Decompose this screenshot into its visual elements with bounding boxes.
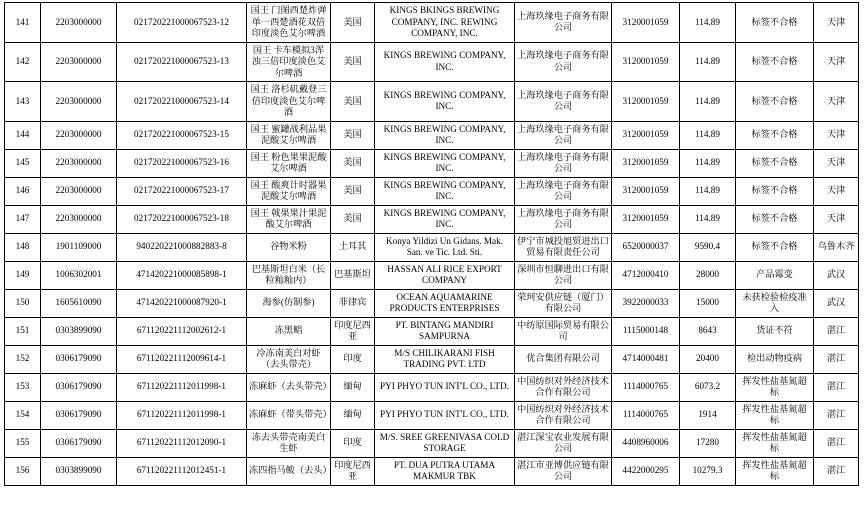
cell-declaration-no: 021720221000067523-18 <box>117 205 247 233</box>
cell-manufacturer: KINGS BREWING COMPANY, INC. <box>375 205 515 233</box>
table-row <box>5 261 859 289</box>
cell-origin-country: 美国 <box>331 177 375 205</box>
cell-reason: 挥发性盐基氮超标 <box>736 429 814 457</box>
cell-consignee: 湛江深宝农业发展有限公司 <box>515 429 612 457</box>
document-page <box>0 2 864 508</box>
table-row <box>5 429 859 457</box>
cell-consignee: 上海玖缘电子商务有限公司 <box>515 42 612 82</box>
cell-quantity: 1914 <box>680 401 736 429</box>
table-row <box>5 233 859 261</box>
cell-consignee: 中纺原国际贸易有限公司 <box>515 317 612 345</box>
cell-product-name: 冻黑鲳 <box>247 317 331 345</box>
cell-reason: 标签不合格 <box>736 233 814 261</box>
table-row <box>5 121 859 149</box>
cell-manufacturer: M/S CHILIKARANI FISH TRADING PVT. LTD <box>375 345 515 373</box>
cell-enterprise-no: 4712000410 <box>612 261 680 289</box>
cell-product-name: 冷冻南美白对虾（去头带壳） <box>247 345 331 373</box>
cell-port: 天津 <box>814 149 859 177</box>
cell-product-name: 巴基斯坦白米（长粒籼籼内） <box>247 261 331 289</box>
cell-serial-number: 154 <box>5 401 41 429</box>
cell-reason: 检出动物疫病 <box>736 345 814 373</box>
cell-enterprise-no: 3120001059 <box>612 205 680 233</box>
cell-hs-code: 2203000000 <box>41 42 117 82</box>
cell-enterprise-no: 4408960006 <box>612 429 680 457</box>
cell-manufacturer: KINGS BREWING COMPANY, INC. <box>375 42 515 82</box>
cell-origin-country: 土耳其 <box>331 233 375 261</box>
cell-enterprise-no: 1115000148 <box>612 317 680 345</box>
cell-manufacturer: PYI PHYO TUN INT'L CO., LTD. <box>375 401 515 429</box>
cell-consignee: 中国纺织对外经济技术合作有限公司 <box>515 401 612 429</box>
cell-reason: 标签不合格 <box>736 82 814 122</box>
cell-serial-number: 155 <box>5 429 41 457</box>
cell-serial-number: 146 <box>5 177 41 205</box>
cell-product-name: 国王 卡车模拟3浑浊三倍印度淡色艾尔啤酒 <box>247 42 331 82</box>
cell-consignee: 上海玖缘电子商务有限公司 <box>515 3 612 43</box>
cell-quantity: 10279.3 <box>680 457 736 485</box>
cell-manufacturer: KINGS BREWING COMPANY, INC. <box>375 149 515 177</box>
cell-declaration-no: 021720221000067523-12 <box>117 3 247 43</box>
cell-reason: 标签不合格 <box>736 3 814 43</box>
cell-port: 湛江 <box>814 345 859 373</box>
cell-enterprise-no: 3922000033 <box>612 289 680 317</box>
cell-hs-code: 2203000000 <box>41 3 117 43</box>
cell-declaration-no: 671120221112011998-1 <box>117 401 247 429</box>
cell-serial-number: 147 <box>5 205 41 233</box>
cell-quantity: 8643 <box>680 317 736 345</box>
cell-product-name: 冻四指马鲅（去头） <box>247 457 331 485</box>
cell-hs-code: 2203000000 <box>41 205 117 233</box>
cell-manufacturer: KINGS BREWING COMPANY, INC. <box>375 121 515 149</box>
cell-product-name: 国王 酸爽计时器果泥酸艾尔啤酒 <box>247 177 331 205</box>
cell-port: 湛江 <box>814 317 859 345</box>
cell-manufacturer: KINGS BREWING COMPANY, INC. <box>375 82 515 122</box>
cell-quantity: 6073.2 <box>680 373 736 401</box>
cell-quantity: 9590.4 <box>680 233 736 261</box>
cell-declaration-no: 671120221112011998-1 <box>117 373 247 401</box>
table-row <box>5 149 859 177</box>
cell-manufacturer: PYI PHYO TUN INT'L CO., LTD. <box>375 373 515 401</box>
cell-port: 武汉 <box>814 289 859 317</box>
table-row <box>5 401 859 429</box>
cell-origin-country: 印度尼西亚 <box>331 457 375 485</box>
cell-enterprise-no: 3120001059 <box>612 42 680 82</box>
cell-consignee: 优合集团有限公司 <box>515 345 612 373</box>
cell-product-name: 冻麻虾（去头带壳） <box>247 373 331 401</box>
cell-port: 天津 <box>814 42 859 82</box>
cell-reason: 未获检验检疫准入 <box>736 289 814 317</box>
cell-consignee: 伊宁市城投旭贸进出口贸易有限责任公司 <box>515 233 612 261</box>
cell-origin-country: 美国 <box>331 205 375 233</box>
cell-port: 湛江 <box>814 401 859 429</box>
cell-manufacturer: OCEAN AQUAMARINE PRODUCTS ENTERPRISES <box>375 289 515 317</box>
cell-hs-code: 0306179090 <box>41 373 117 401</box>
cell-enterprise-no: 3120001059 <box>612 149 680 177</box>
cell-serial-number: 151 <box>5 317 41 345</box>
cell-quantity: 114.89 <box>680 3 736 43</box>
cell-consignee: 中国纺织对外经济技术合作有限公司 <box>515 373 612 401</box>
cell-quantity: 15000 <box>680 289 736 317</box>
table-row <box>5 289 859 317</box>
cell-port: 乌鲁木齐 <box>814 233 859 261</box>
cell-port: 武汉 <box>814 261 859 289</box>
cell-enterprise-no: 1114000765 <box>612 401 680 429</box>
cell-serial-number: 156 <box>5 457 41 485</box>
cell-declaration-no: 021720221000067523-14 <box>117 82 247 122</box>
table-body <box>5 3 859 486</box>
cell-manufacturer: KINGS BKINGS BREWING COMPANY, INC. REWING COMPANY, INC. <box>375 3 515 43</box>
cell-manufacturer: PT. BINTANG MANDIRI SAMPURNA <box>375 317 515 345</box>
table-row <box>5 373 859 401</box>
cell-declaration-no: 021720221000067523-15 <box>117 121 247 149</box>
cell-origin-country: 缅甸 <box>331 401 375 429</box>
cell-enterprise-no: 6520000037 <box>612 233 680 261</box>
cell-consignee: 上海玖缘电子商务有限公司 <box>515 177 612 205</box>
cell-declaration-no: 671120221112009614-1 <box>117 345 247 373</box>
cell-reason: 货证不符 <box>736 317 814 345</box>
table-row <box>5 177 859 205</box>
cell-quantity: 114.89 <box>680 149 736 177</box>
cell-quantity: 114.89 <box>680 121 736 149</box>
cell-serial-number: 150 <box>5 289 41 317</box>
cell-port: 天津 <box>814 205 859 233</box>
cell-port: 天津 <box>814 177 859 205</box>
cell-origin-country: 印度 <box>331 429 375 457</box>
cell-serial-number: 141 <box>5 3 41 43</box>
cell-serial-number: 152 <box>5 345 41 373</box>
cell-enterprise-no: 4714000481 <box>612 345 680 373</box>
cell-consignee: 上海玖缘电子商务有限公司 <box>515 149 612 177</box>
cell-port: 湛江 <box>814 373 859 401</box>
cell-product-name: 国王 蜜罐战利品果泥酸艾尔啤酒 <box>247 121 331 149</box>
cell-declaration-no: 671120221112002612-1 <box>117 317 247 345</box>
cell-reason: 标签不合格 <box>736 205 814 233</box>
cell-serial-number: 145 <box>5 149 41 177</box>
cell-enterprise-no: 3120001059 <box>612 177 680 205</box>
cell-enterprise-no: 3120001059 <box>612 82 680 122</box>
cell-hs-code: 0303899090 <box>41 457 117 485</box>
cell-product-name: 国王 戟果果汁果泥酸艾尔啤酒 <box>247 205 331 233</box>
cell-hs-code: 0303899090 <box>41 317 117 345</box>
cell-enterprise-no: 1114000765 <box>612 373 680 401</box>
cell-serial-number: 153 <box>5 373 41 401</box>
cell-origin-country: 缅甸 <box>331 373 375 401</box>
cell-quantity: 114.89 <box>680 205 736 233</box>
table-row <box>5 457 859 485</box>
cell-reason: 标签不合格 <box>736 149 814 177</box>
cell-reason: 挥发性盐基氮超标 <box>736 373 814 401</box>
cell-product-name: 冻麻虾（带头带壳） <box>247 401 331 429</box>
cell-hs-code: 0306179090 <box>41 345 117 373</box>
table-row <box>5 42 859 82</box>
cell-reason: 标签不合格 <box>736 42 814 82</box>
cell-enterprise-no: 3120001059 <box>612 121 680 149</box>
cell-port: 湛江 <box>814 457 859 485</box>
cell-declaration-no: 671120221112012090-1 <box>117 429 247 457</box>
cell-reason: 挥发性盐基氮超标 <box>736 457 814 485</box>
cell-port: 湛江 <box>814 429 859 457</box>
cell-quantity: 114.89 <box>680 42 736 82</box>
cell-quantity: 28000 <box>680 261 736 289</box>
cell-reason: 标签不合格 <box>736 121 814 149</box>
cell-manufacturer: PT. DUA PUTRA UTAMA MAKMUR TBK <box>375 457 515 485</box>
table-row <box>5 205 859 233</box>
cell-serial-number: 144 <box>5 121 41 149</box>
cell-consignee: 荣珂安供应链（厦门）有限公司 <box>515 289 612 317</box>
cell-serial-number: 143 <box>5 82 41 122</box>
cell-manufacturer: M/S. SREE GREENIVASA COLD STORAGE <box>375 429 515 457</box>
cell-reason: 产品霉变 <box>736 261 814 289</box>
cell-serial-number: 149 <box>5 261 41 289</box>
cell-product-name: 国王 洛杉矶戴登三倍印度淡色艾尔啤酒 <box>247 82 331 122</box>
cell-product-name: 谷物米粉 <box>247 233 331 261</box>
cell-consignee: 湛江市亚博供应链有限公司 <box>515 457 612 485</box>
cell-hs-code: 1605610090 <box>41 289 117 317</box>
cell-hs-code: 1006302001 <box>41 261 117 289</box>
cell-enterprise-no: 3120001059 <box>612 3 680 43</box>
cell-quantity: 114.89 <box>680 82 736 122</box>
cell-hs-code: 2203000000 <box>41 177 117 205</box>
cell-product-name: 国王 粉色果果泥酸艾尔啤酒 <box>247 149 331 177</box>
cell-origin-country: 美国 <box>331 121 375 149</box>
cell-origin-country: 美国 <box>331 149 375 177</box>
table-row <box>5 345 859 373</box>
cell-port: 天津 <box>814 82 859 122</box>
cell-manufacturer: Konya Yildizi Un Gidans. Mak. San. ve Tic. Ltd. Sti. <box>375 233 515 261</box>
cell-port: 天津 <box>814 121 859 149</box>
table-row <box>5 317 859 345</box>
cell-consignee: 上海玖缘电子商务有限公司 <box>515 82 612 122</box>
cell-product-name: 海参(仿制参) <box>247 289 331 317</box>
table-row <box>5 3 859 43</box>
cell-hs-code: 1901109000 <box>41 233 117 261</box>
cell-reason: 挥发性盐基氮超标 <box>736 401 814 429</box>
cell-origin-country: 印度 <box>331 345 375 373</box>
cell-hs-code: 0306179090 <box>41 429 117 457</box>
cell-manufacturer: KINGS BREWING COMPANY, INC. <box>375 177 515 205</box>
cell-declaration-no: 471420221000085898-1 <box>117 261 247 289</box>
cell-hs-code: 0306179090 <box>41 401 117 429</box>
cell-consignee: 上海玖缘电子商务有限公司 <box>515 121 612 149</box>
cell-declaration-no: 021720221000067523-13 <box>117 42 247 82</box>
cell-declaration-no: 671120221112012451-1 <box>117 457 247 485</box>
cell-declaration-no: 471420221000087920-1 <box>117 289 247 317</box>
cell-enterprise-no: 4422000295 <box>612 457 680 485</box>
cell-quantity: 20400 <box>680 345 736 373</box>
cell-serial-number: 148 <box>5 233 41 261</box>
cell-product-name: 国王 门图西楚炸弹单一西楚酒花双倍印度淡色艾尔啤酒 <box>247 3 331 43</box>
cell-declaration-no: 940220221000882883-8 <box>117 233 247 261</box>
cell-serial-number: 142 <box>5 42 41 82</box>
cell-hs-code: 2203000000 <box>41 82 117 122</box>
inspection-results-table <box>4 2 859 486</box>
cell-origin-country: 美国 <box>331 3 375 43</box>
cell-declaration-no: 021720221000067523-17 <box>117 177 247 205</box>
cell-consignee: 深圳市恒聊进出口有限公司 <box>515 261 612 289</box>
cell-product-name: 冻去头带壳南美白生虾 <box>247 429 331 457</box>
cell-origin-country: 菲律宾 <box>331 289 375 317</box>
cell-hs-code: 2203000000 <box>41 149 117 177</box>
table-row <box>5 82 859 122</box>
cell-port: 天津 <box>814 3 859 43</box>
cell-origin-country: 美国 <box>331 42 375 82</box>
cell-origin-country: 印度尼西亚 <box>331 317 375 345</box>
cell-quantity: 114.89 <box>680 177 736 205</box>
cell-quantity: 17280 <box>680 429 736 457</box>
cell-reason: 标签不合格 <box>736 177 814 205</box>
cell-manufacturer: HASSAN ALI RICE EXPORT COMPANY <box>375 261 515 289</box>
cell-hs-code: 2203000000 <box>41 121 117 149</box>
cell-origin-country: 巴基斯坦 <box>331 261 375 289</box>
cell-consignee: 上海玖缘电子商务有限公司 <box>515 205 612 233</box>
cell-origin-country: 美国 <box>331 82 375 122</box>
cell-declaration-no: 021720221000067523-16 <box>117 149 247 177</box>
